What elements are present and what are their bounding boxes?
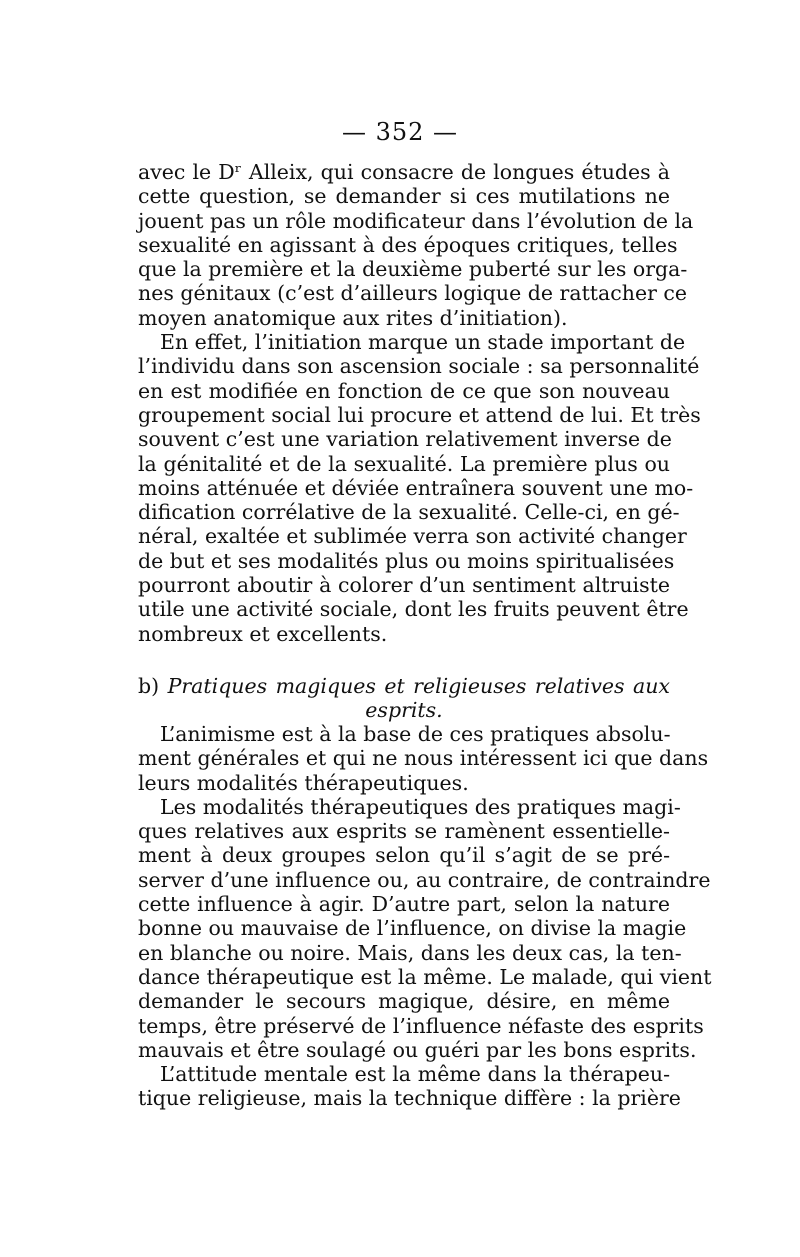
text-line: L’animisme est à la base de ces pratiques absolu- [160, 722, 671, 746]
text-line: de but et ses modalités plus ou moins spiritualisées [138, 548, 675, 573]
text-line: ment à deux groupes selon qu’il s’agit de se pré- [138, 843, 670, 868]
text-line: souvent c’est une variation relativement inverse de [138, 427, 672, 452]
text-line: Les modalités thérapeutiques des pratiques magi- [160, 794, 681, 819]
paragraph-4 [138, 794, 712, 1062]
text-line: nes génitaux (c’est d’ailleurs logique de rattacher ce [138, 281, 688, 306]
text-line: sexualité en agissant à des époques critiques, telles [138, 232, 678, 257]
paragraph-1 [138, 160, 694, 330]
text-block-lower [138, 722, 712, 1111]
paragraph-3 [138, 722, 709, 795]
text-line: ques relatives aux esprits se ramènent essentielle- [138, 819, 670, 844]
text-line: L’attitude mentale est la même dans la thérapeu- [160, 1062, 670, 1087]
text-line: server d’une influence ou, au contraire, de contraindre [138, 867, 711, 892]
text-block-upper [138, 160, 701, 646]
text-line: que la première et la deuxième puberté sur les orga- [138, 257, 688, 282]
text-line: tique religieuse, mais la technique diffère : la prière [138, 1086, 681, 1111]
text-line: temps, être préservé de l’influence néfaste des esprits [138, 1013, 704, 1038]
text-line: utile une activité sociale, dont les fruits peuvent être [138, 597, 689, 622]
text-line: avec le Dʳ Alleix, qui consacre de longues études à [138, 160, 670, 184]
text-line: dance thérapeutique est la même. Le malade, qui vient [138, 964, 712, 989]
text-line: leurs modalités thérapeutiques. [138, 770, 469, 795]
text-line: ment générales et qui ne nous intéressent ici que dans [138, 746, 709, 771]
text-line: cette question, se demander si ces mutilations ne [138, 184, 670, 209]
text-line: groupement social lui procure et attend de lui. Et très [138, 402, 701, 427]
text-line: mauvais et être soulagé ou guéri par les bons esprits. [138, 1037, 697, 1062]
text-line: demander le secours magique, désire, en même [138, 989, 670, 1014]
section-label: b) [138, 674, 160, 698]
text-line: cette influence à agir. D’autre part, selon la nature [138, 892, 670, 917]
text-line: en est modifiée en fonction de ce que son nouveau [138, 378, 670, 403]
text-line: dification corrélative de la sexualité. Celle-ci, en gé- [138, 500, 680, 525]
text-line: l’individu dans son ascension sociale : sa personnalité [138, 354, 700, 379]
text-line: jouent pas un rôle modificateur dans l’évolution de la [138, 208, 694, 233]
section-heading-line-2 [138, 698, 670, 722]
text-line: nombreux et excellents. [138, 621, 388, 646]
page-number: — 352 — [341, 118, 459, 146]
text-line: En effet, l’initiation marque un stade important de [160, 330, 686, 355]
text-line: pourront aboutir à colorer d’un sentiment altruiste [138, 573, 670, 598]
text-line: moyen anatomique aux rites d’initiation). [138, 305, 568, 330]
text-line: en blanche ou noire. Mais, dans les deux cas, la ten- [138, 940, 682, 965]
section-title-part-2: esprits. [365, 698, 443, 723]
paragraph-2 [138, 330, 701, 646]
text-line: moins atténuée et déviée entraînera souvent une mo- [138, 475, 694, 500]
text-line: néral, exaltée et sublimée verra son activité changer [138, 524, 687, 549]
section-heading-line-1 [138, 674, 670, 698]
text-line: la génitalité et de la sexualité. La première plus ou [138, 451, 670, 476]
text-line: bonne ou mauvaise de l’influence, on divise la magie [138, 916, 687, 941]
section-title-part-1: Pratiques magiques et religieuses relatives aux [167, 674, 670, 698]
section-heading [138, 674, 670, 723]
paragraph-5 [138, 1062, 681, 1111]
